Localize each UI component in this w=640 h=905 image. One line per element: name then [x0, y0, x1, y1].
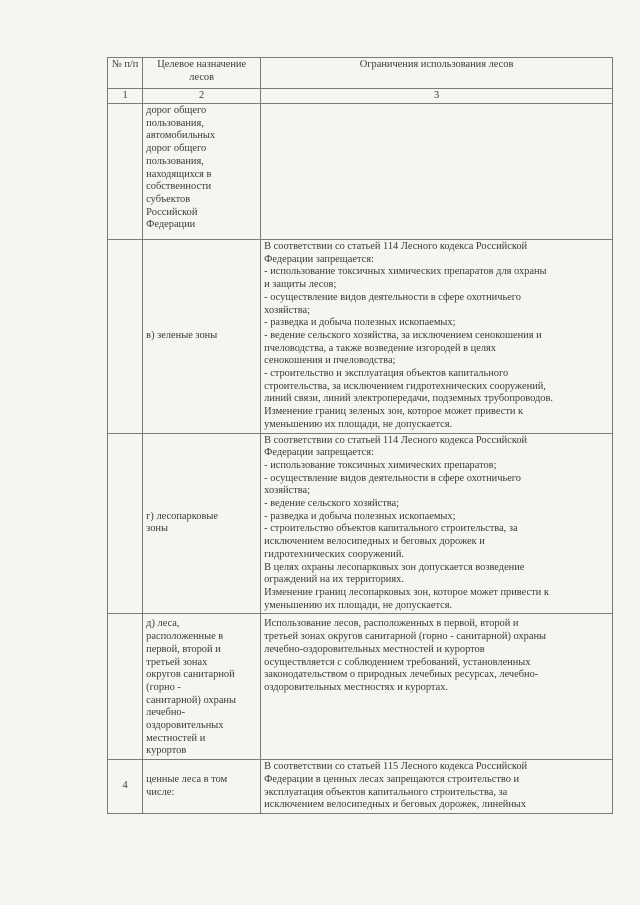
- table-row: [108, 240, 613, 434]
- restriction-line: В целях охраны лесопарковых зон допускается возведение: [264, 561, 525, 573]
- restriction-line: - ведение сельского хозяйства, за исключением сенокошения и: [264, 329, 542, 341]
- restriction-line: В соответствии со статьей 115 Лесного кодекса Российской: [264, 761, 528, 773]
- row-number: [108, 614, 143, 760]
- purpose-line: автомобильных: [146, 130, 216, 142]
- restriction-line: оздоровительных местностях и курортах.: [264, 681, 448, 693]
- purpose-line: субъектов: [146, 193, 191, 205]
- restriction-line: ограждений на их территориях.: [264, 574, 404, 586]
- restriction-line: - осуществление видов деятельности в сфере охотничьего: [264, 291, 521, 303]
- purpose-line: ценные леса в том: [146, 773, 228, 785]
- purpose-line: числе:: [146, 786, 175, 798]
- restriction-line: и защиты лесов;: [264, 279, 337, 291]
- purpose-line: лечебно-: [146, 707, 186, 719]
- purpose-line: первой, второй и: [146, 643, 221, 655]
- purpose-line: (горно -: [146, 681, 181, 693]
- purpose-line: расположенные в: [146, 631, 224, 643]
- restriction-lines: [264, 618, 609, 694]
- purpose-line: пользования,: [146, 155, 204, 167]
- restriction-line: исключением велосипедных и беговых дорожек и: [264, 536, 485, 548]
- restriction-cell: [261, 104, 613, 240]
- restriction-line: - разведка и добыча полезных ископаемых;: [264, 510, 456, 522]
- restriction-line: лечебно-оздоровительных местностей и курортов: [264, 643, 485, 655]
- restriction-line: - строительство объектов капитального строительства, за: [264, 523, 518, 535]
- purpose-cell: [143, 433, 261, 614]
- table-row: [108, 614, 613, 760]
- purpose-cell: [143, 104, 261, 240]
- purpose-line: собственности: [146, 181, 212, 193]
- table-row: [108, 104, 613, 240]
- restriction-line: уменьшению их площади, не допускается.: [264, 599, 453, 611]
- restriction-lines: [264, 761, 609, 812]
- restriction-cell: [261, 760, 613, 814]
- restriction-line: пчеловодства, а также возведение изгородей в целях: [264, 342, 496, 354]
- purpose-cell: [143, 614, 261, 760]
- purpose-lines: [146, 511, 257, 536]
- purpose-line: Федерации: [146, 219, 196, 231]
- purpose-line: курортов: [146, 745, 187, 757]
- purpose-lines: [146, 105, 257, 232]
- table-header-row: [108, 58, 613, 89]
- restriction-line: - использование токсичных химических препаратов;: [264, 459, 497, 471]
- purpose-line: дорог общего: [146, 105, 207, 116]
- restriction-line: сенокошения и пчеловодства;: [264, 355, 396, 367]
- column-number: 2: [143, 89, 261, 104]
- restriction-line: хозяйства;: [264, 485, 310, 497]
- restriction-line: гидротехнических сооружений.: [264, 548, 404, 560]
- table-row: [108, 433, 613, 614]
- header-restrictions: Ограничения использования лесов: [261, 58, 613, 89]
- restriction-line: законодательством о природных лечебных ресурсах, лечебно-: [264, 669, 539, 681]
- restriction-line: - использование токсичных химических препаратов для охраны: [264, 266, 547, 278]
- restriction-cell: [261, 240, 613, 434]
- purpose-line: местностей и: [146, 732, 206, 744]
- restriction-line: Федерации запрещается:: [264, 447, 374, 459]
- restriction-line: В соответствии со статьей 114 Лесного кодекса Российской: [264, 434, 528, 446]
- restriction-line: линий связи, линий электропередачи, подземных трубопроводов.: [264, 393, 553, 405]
- purpose-cell: [143, 760, 261, 814]
- restriction-line: Федерации в ценных лесах запрещаются строительство и: [264, 773, 520, 785]
- purpose-line: дорог общего: [146, 143, 207, 155]
- restriction-lines: [264, 435, 609, 613]
- purpose-line: оздоровительных: [146, 720, 224, 732]
- restriction-line: эксплуатация объектов капитального строительства, за: [264, 786, 508, 798]
- restriction-cell: [261, 614, 613, 760]
- purpose-line: Российской: [146, 206, 198, 218]
- restriction-line: хозяйства;: [264, 304, 310, 316]
- restriction-line: В соответствии со статьей 114 Лесного кодекса Российской: [264, 241, 528, 252]
- purpose-line: зоны: [146, 523, 168, 535]
- purpose-line: находящихся в: [146, 168, 212, 180]
- restriction-line: - разведка и добыча полезных ископаемых;: [264, 317, 456, 329]
- restriction-line: Изменение границ зеленых зон, которое может привести к: [264, 406, 524, 418]
- restriction-cell: [261, 433, 613, 614]
- purpose-line: округов санитарной: [146, 669, 235, 681]
- table-row: [108, 760, 613, 814]
- purpose-line: пользования,: [146, 117, 204, 129]
- restriction-line: Использование лесов, расположенных в первой, второй и: [264, 618, 519, 630]
- column-number: 1: [108, 89, 143, 104]
- column-number: 3: [261, 89, 613, 104]
- restriction-lines: [264, 241, 609, 432]
- restriction-line: уменьшению их площади, не допускается.: [264, 418, 453, 430]
- restriction-line: - строительство и эксплуатация объектов капитального: [264, 368, 509, 380]
- purpose-cell: в) зеленые зоны: [143, 240, 261, 434]
- row-number: [108, 104, 143, 240]
- restriction-line: - осуществление видов деятельности в сфере охотничьего: [264, 472, 521, 484]
- purpose-lines: [146, 618, 257, 758]
- restriction-line: исключением велосипедных и беговых дорожек, линейных: [264, 799, 527, 811]
- restriction-line: осуществляется с соблюдением требований, установленных: [264, 656, 531, 668]
- purpose-lines: [146, 774, 257, 799]
- restriction-line: Изменение границ лесопарковых зон, которое может привести к: [264, 586, 549, 598]
- restriction-line: строительства, за исключением гидротехнических сооружений,: [264, 380, 546, 392]
- purpose-line: третьей зонах: [146, 656, 208, 668]
- column-number-row: [108, 89, 613, 104]
- header-purpose: Целевое назначение лесов: [143, 58, 261, 89]
- restriction-line: третьей зонах округов санитарной (горно - санитарной) охраны: [264, 631, 546, 643]
- forest-restrictions-table: [107, 57, 613, 814]
- header-number: № п/п: [108, 58, 143, 89]
- row-number: 4: [108, 760, 143, 814]
- restriction-line: Федерации запрещается:: [264, 253, 374, 265]
- restriction-line: - ведение сельского хозяйства;: [264, 498, 400, 510]
- purpose-line: г) лесопарковые: [146, 510, 218, 522]
- purpose-line: д) леса,: [146, 618, 180, 630]
- purpose-line: санитарной) охраны: [146, 694, 236, 706]
- row-number: [108, 240, 143, 434]
- row-number: [108, 433, 143, 614]
